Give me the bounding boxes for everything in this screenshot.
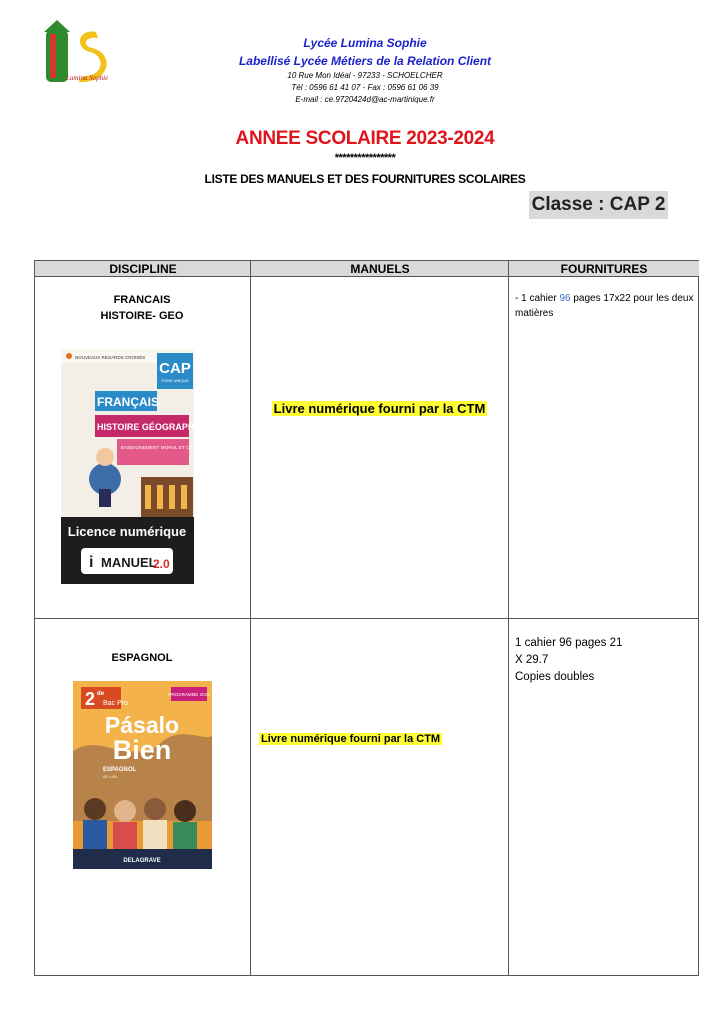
book-cover-espagnol [73,681,212,869]
discipline-espagnol: ESPAGNOL [111,652,173,664]
svg-text:Licence numérique: Licence numérique [67,524,187,539]
supply-line: 1 cahier 96 pages 21 [515,637,623,649]
svg-text:FRANÇAIS: FRANÇAIS [97,395,159,409]
school-email: E-mail : ce.9720424d@ac-martinique.fr [295,95,435,104]
manuel-francais [251,401,508,416]
supply-line: X 29.7 [515,654,549,666]
school-year-title: ANNEE SCOLAIRE 2023-2024 [235,128,495,149]
svg-text:DELAGRAVE: DELAGRAVE [123,858,161,864]
header-fournitures: FOURNITURES [509,261,699,277]
supply-text: pages 17x22 pour les deux matières [515,293,694,319]
school-name: Lycée Lumina Sophie [303,36,427,50]
svg-text:CAP: CAP [159,360,191,377]
svg-text:Bien: Bien [112,735,172,765]
svg-text:2.0: 2.0 [153,557,170,571]
svg-text:ESPAGNOL: ESPAGNOL [103,767,137,773]
school-logo [40,18,116,88]
svg-text:HISTOIRE GÉOGRAPHIE: HISTOIRE GÉOGRAPHIE [97,422,203,432]
discipline-line: HISTOIRE- GEO [100,310,184,322]
manuel-espagnol [251,733,508,745]
header-discipline: DISCIPLINE [35,261,251,277]
discipline-francais [35,292,249,324]
svg-text:2: 2 [85,689,96,709]
supply-text: - 1 cahier [515,293,560,304]
svg-text:NOUVEAUX REGARDS CROISÉS: NOUVEAUX REGARDS CROISÉS [75,355,146,360]
svg-text:PROGRAMME 2019: PROGRAMME 2019 [168,692,210,697]
manuel-highlight: Livre numérique fourni par la CTM [261,733,441,745]
header-manuels: MANUELS [251,261,509,277]
supply-number: 96 [559,293,571,304]
book-cover-francais [61,349,206,584]
stars-separator: **************** [334,152,396,164]
svg-text:ENSEIGNEMENT MORAL ET CIVIQUE: ENSEIGNEMENT MORAL ET CIVIQUE [121,446,206,451]
manuel-highlight: Livre numérique fourni par la CTM [273,401,486,416]
fournitures-espagnol [515,635,695,686]
svg-text:i: i [89,554,94,571]
svg-text:Bac Pro: Bac Pro [103,700,128,707]
fournitures-francais [515,291,695,321]
school-address: 10 Rue Mon Idéal - 97233 - SCHOELCHER [287,71,443,80]
school-phone: Tél : 0596 61 41 07 - Fax : 0596 61 06 39 [291,83,439,92]
svg-text:Pásalo: Pásalo [104,712,180,738]
supplies-table [34,260,699,976]
school-label: Labellisé Lycée Métiers de la Relation Client [238,54,492,68]
discipline-line: FRANCAIS [113,294,171,306]
class-badge: Classe : CAP 2 [529,191,668,219]
svg-text:Lumina Sophie: Lumina Sophie [66,74,109,82]
supply-line: Copies doubles [515,671,595,683]
svg-text:de: de [97,691,105,697]
svg-text:A2 > B1: A2 > B1 [103,774,118,779]
row-divider [35,618,698,619]
svg-text:MANUEL: MANUEL [101,555,157,570]
svg-text:TOME UNIQUE: TOME UNIQUE [160,378,190,383]
list-title: LISTE DES MANUELS ET DES FOURNITURES SCOLAIRES [204,172,526,186]
